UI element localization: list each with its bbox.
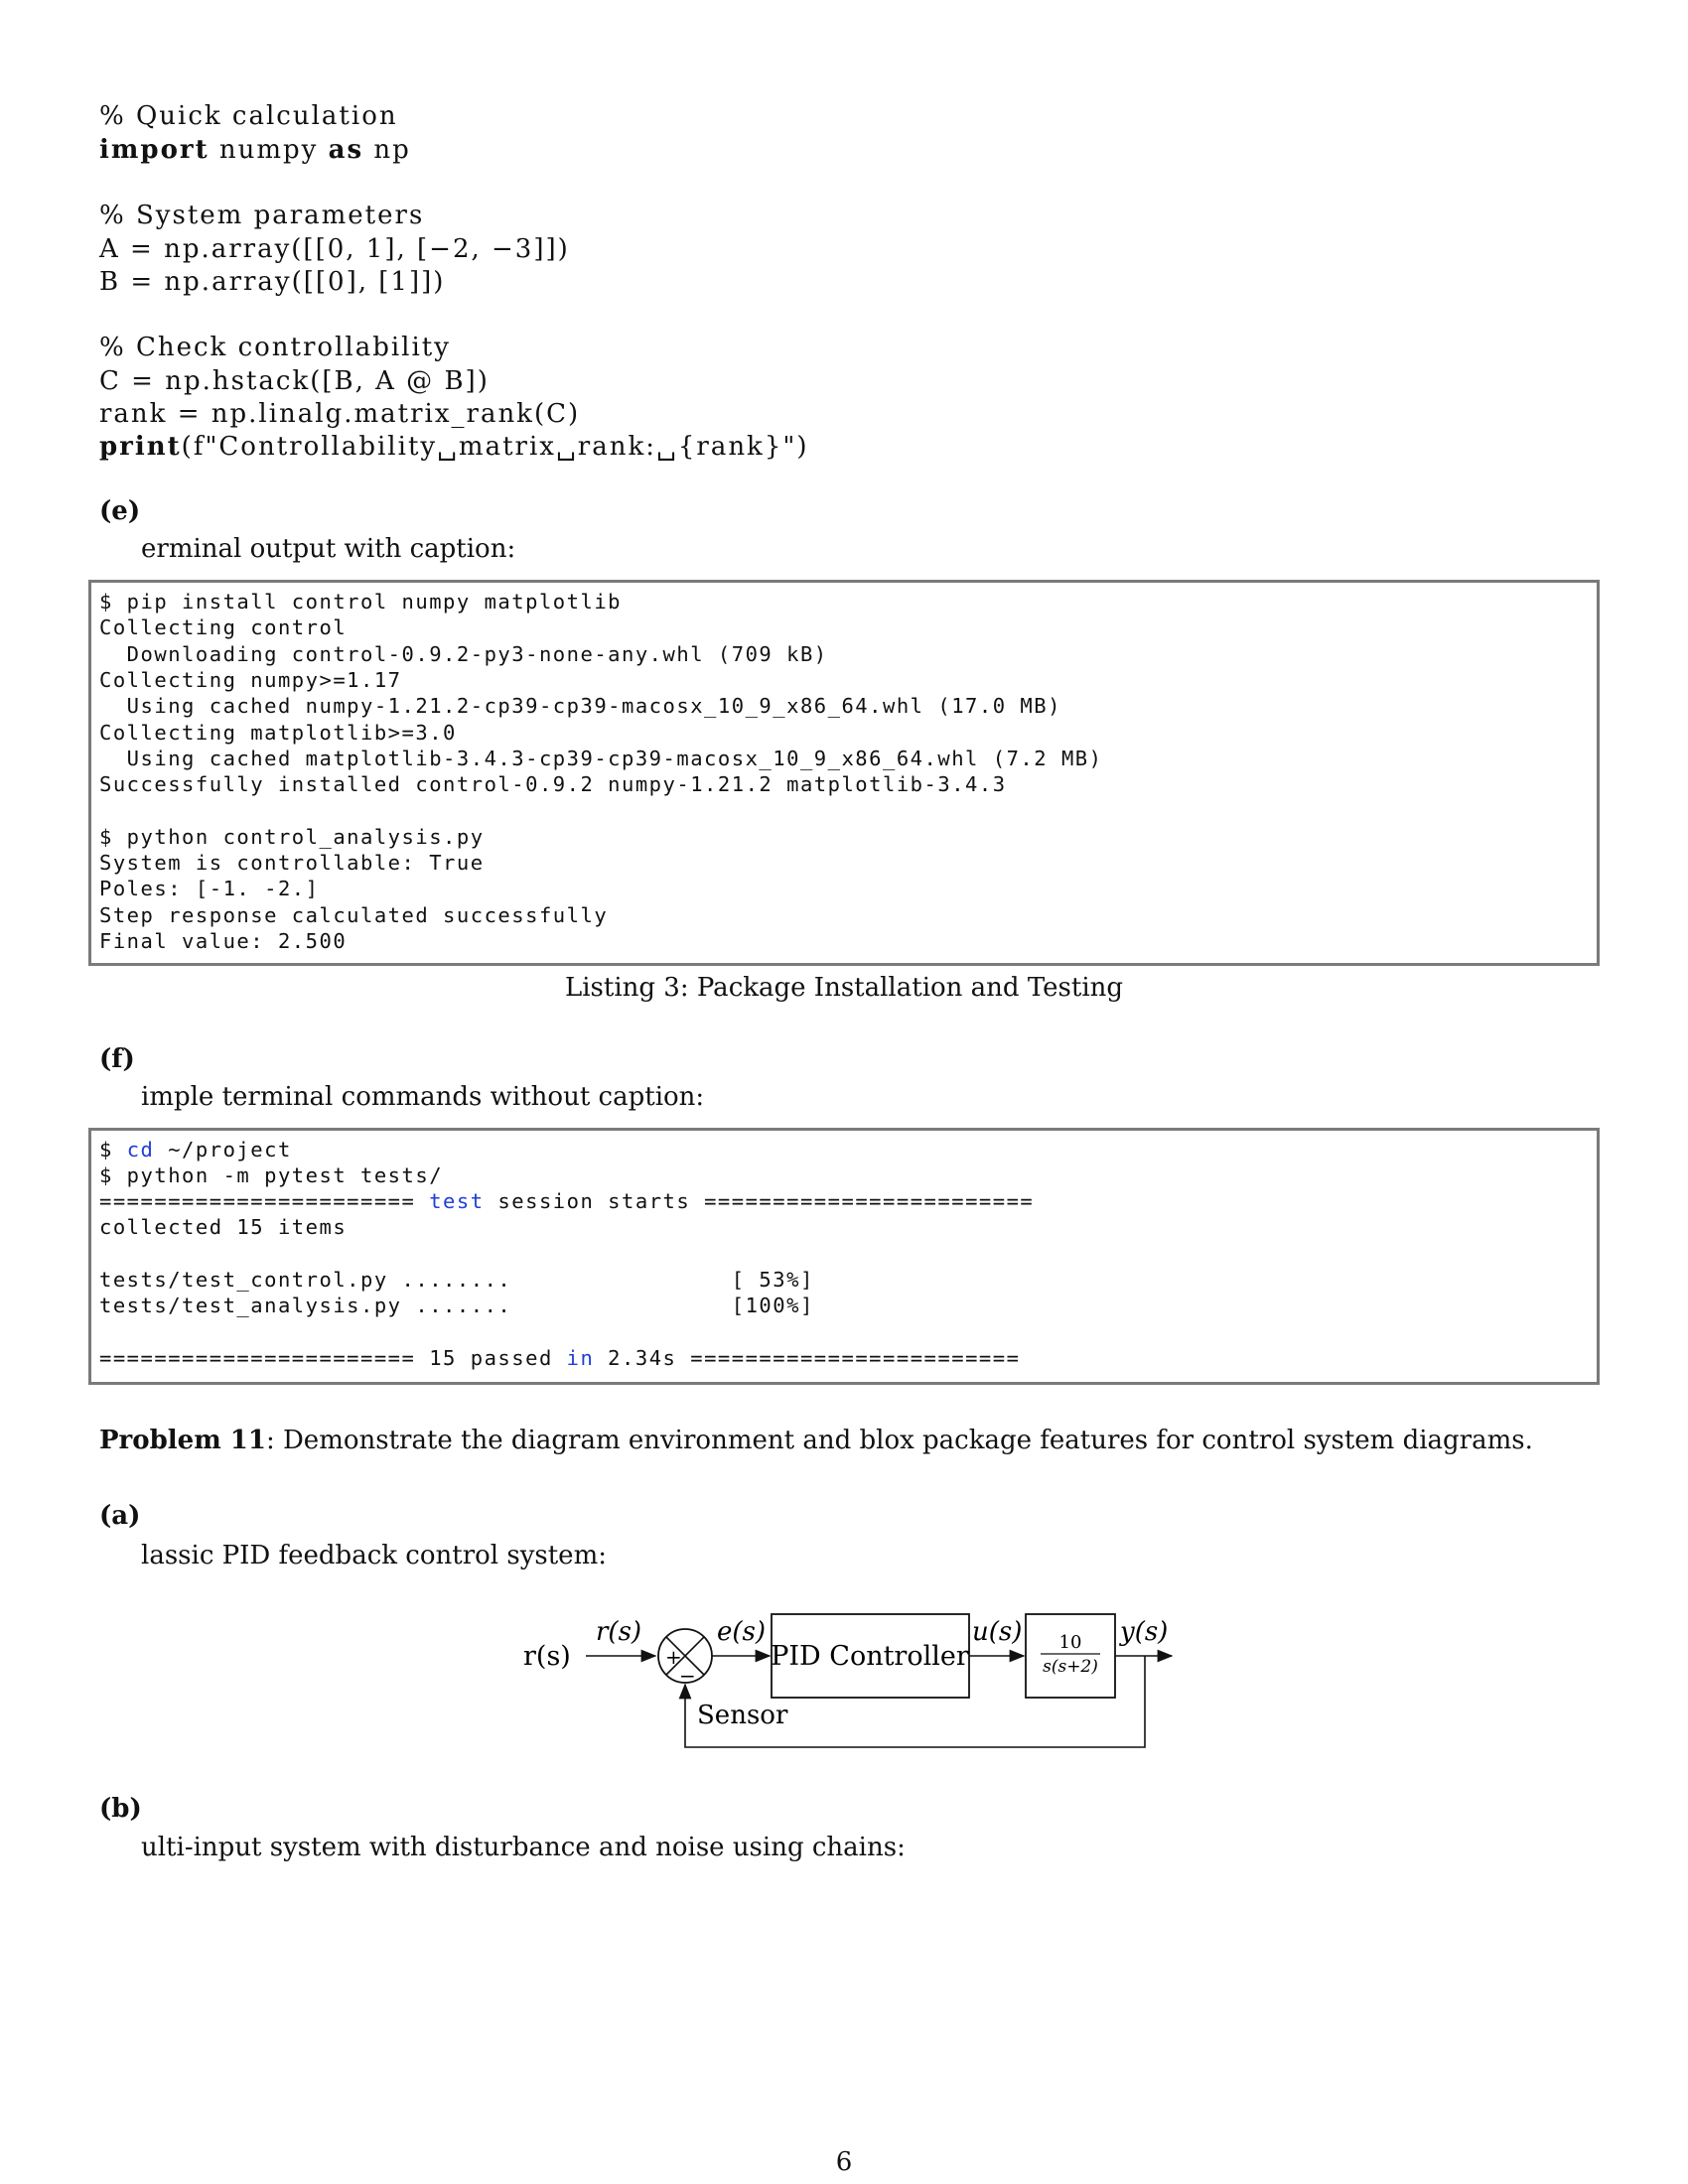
terminal-line: Using cached numpy-1.21.2-cp39-cp39-macosx_10_9_x86_64.whl (17.0 MB): [99, 694, 1061, 719]
section-b-intro: ulti-input system with disturbance and noise using chains:: [141, 1833, 906, 1862]
section-b-label: (b): [99, 1794, 142, 1824]
plant-denominator: s(s+2): [1043, 1657, 1098, 1677]
problem-text: : Demonstrate the diagram environment and blox package features for control system diagrams.: [265, 1426, 1533, 1455]
section-e-intro: erminal output with caption:: [141, 534, 516, 564]
code-keyword: print: [99, 432, 182, 462]
plus-sign: +: [665, 1645, 682, 1669]
code-text: numpy: [209, 135, 329, 165]
terminal-line: Poles: [-1. -2.]: [99, 877, 320, 901]
code-line-4: % System parameters: [99, 201, 425, 230]
terminal-line: $ pip install control numpy matplotlib: [99, 590, 622, 614]
code-keyword: as: [328, 135, 364, 165]
command-text: ~/project: [154, 1138, 292, 1161]
code-line-2: [99, 133, 411, 167]
code-line-6: B = np.array([[0], [1]]): [99, 267, 446, 297]
problem-statement: [99, 1426, 1533, 1455]
terminal-line: Successfully installed control-0.9.2 numpy-1.21.2 matplotlib-3.4.3: [99, 772, 1007, 797]
highlight-keyword: in: [566, 1346, 595, 1370]
terminal-line: [99, 1346, 1020, 1370]
terminal-line: [99, 1138, 292, 1161]
terminal-line: $ python -m pytest tests/: [99, 1163, 444, 1187]
pid-controller-label: PID Controller: [771, 1641, 969, 1672]
code-line-11: [99, 430, 808, 464]
code-line-9: C = np.hstack([B, A @ B]): [99, 366, 490, 396]
e-signal-label: e(s): [717, 1617, 767, 1647]
section-e-label: (e): [99, 496, 141, 526]
rule-text: 2.34s ========================: [594, 1346, 1021, 1370]
code-line-10: rank = np.linalg.matrix_rank(C): [99, 399, 581, 429]
terminal-line: Collecting matplotlib>=3.0: [99, 720, 457, 745]
listing-caption: Listing 3: Package Installation and Testing: [564, 973, 1124, 1003]
page-number: 6: [835, 2147, 853, 2177]
problem-number: Problem 11: [99, 1426, 266, 1455]
terminal-line: Step response calculated successfully: [99, 902, 609, 927]
prompt: $: [99, 1138, 127, 1161]
command-keyword: cd: [126, 1138, 155, 1161]
code-text: (f"Controllability␣matrix␣rank:␣{rank}"): [181, 432, 809, 462]
section-f-label: (f): [99, 1044, 135, 1074]
u-signal-label: u(s): [972, 1617, 1023, 1647]
code-line-5: A = np.array([[0, 1], [−2, −3]]): [99, 234, 570, 264]
section-a-intro: lassic PID feedback control system:: [141, 1541, 607, 1570]
sensor-label: Sensor: [697, 1701, 788, 1730]
terminal-line: Final value: 2.500: [99, 928, 348, 953]
minus-sign: −: [679, 1664, 696, 1688]
terminal-line: tests/test_control.py ........ [ 53%]: [99, 1268, 814, 1292]
terminal-line: $ python control_analysis.py: [99, 824, 485, 849]
rule-text: ======================= 15 passed: [99, 1346, 567, 1370]
highlight-keyword: test: [429, 1189, 485, 1213]
section-a-label: (a): [99, 1501, 141, 1531]
rule-text: session starts ========================: [484, 1189, 1035, 1213]
pid-block-diagram: [0, 1588, 1688, 1757]
r-signal-label: r(s): [596, 1617, 642, 1647]
code-text: np: [363, 135, 411, 165]
code-line-8: % Check controllability: [99, 333, 451, 362]
code-line-1: % Quick calculation: [99, 101, 398, 131]
terminal-line: Downloading control-0.9.2-py3-none-any.whl (709 kB): [99, 641, 828, 666]
section-f-intro: imple terminal commands without caption:: [141, 1082, 705, 1112]
input-label: r(s): [523, 1641, 571, 1672]
summing-junction: [658, 1629, 712, 1688]
terminal-line: Collecting numpy>=1.17: [99, 667, 402, 692]
terminal-line: tests/test_analysis.py ....... [100%]: [99, 1294, 814, 1317]
y-signal-label: y(s): [1120, 1617, 1169, 1647]
terminal-line: [99, 1189, 1034, 1213]
terminal-line: System is controllable: True: [99, 851, 485, 875]
rule-text: =======================: [99, 1189, 430, 1213]
terminal-line: Using cached matplotlib-3.4.3-cp39-cp39-macosx_10_9_x86_64.whl (7.2 MB): [99, 746, 1103, 770]
plant-block: [1026, 1614, 1115, 1698]
terminal-line: Collecting control: [99, 615, 348, 640]
plant-numerator: 10: [1058, 1632, 1082, 1653]
code-keyword: import: [99, 135, 210, 165]
terminal-line: collected 15 items: [99, 1215, 348, 1239]
